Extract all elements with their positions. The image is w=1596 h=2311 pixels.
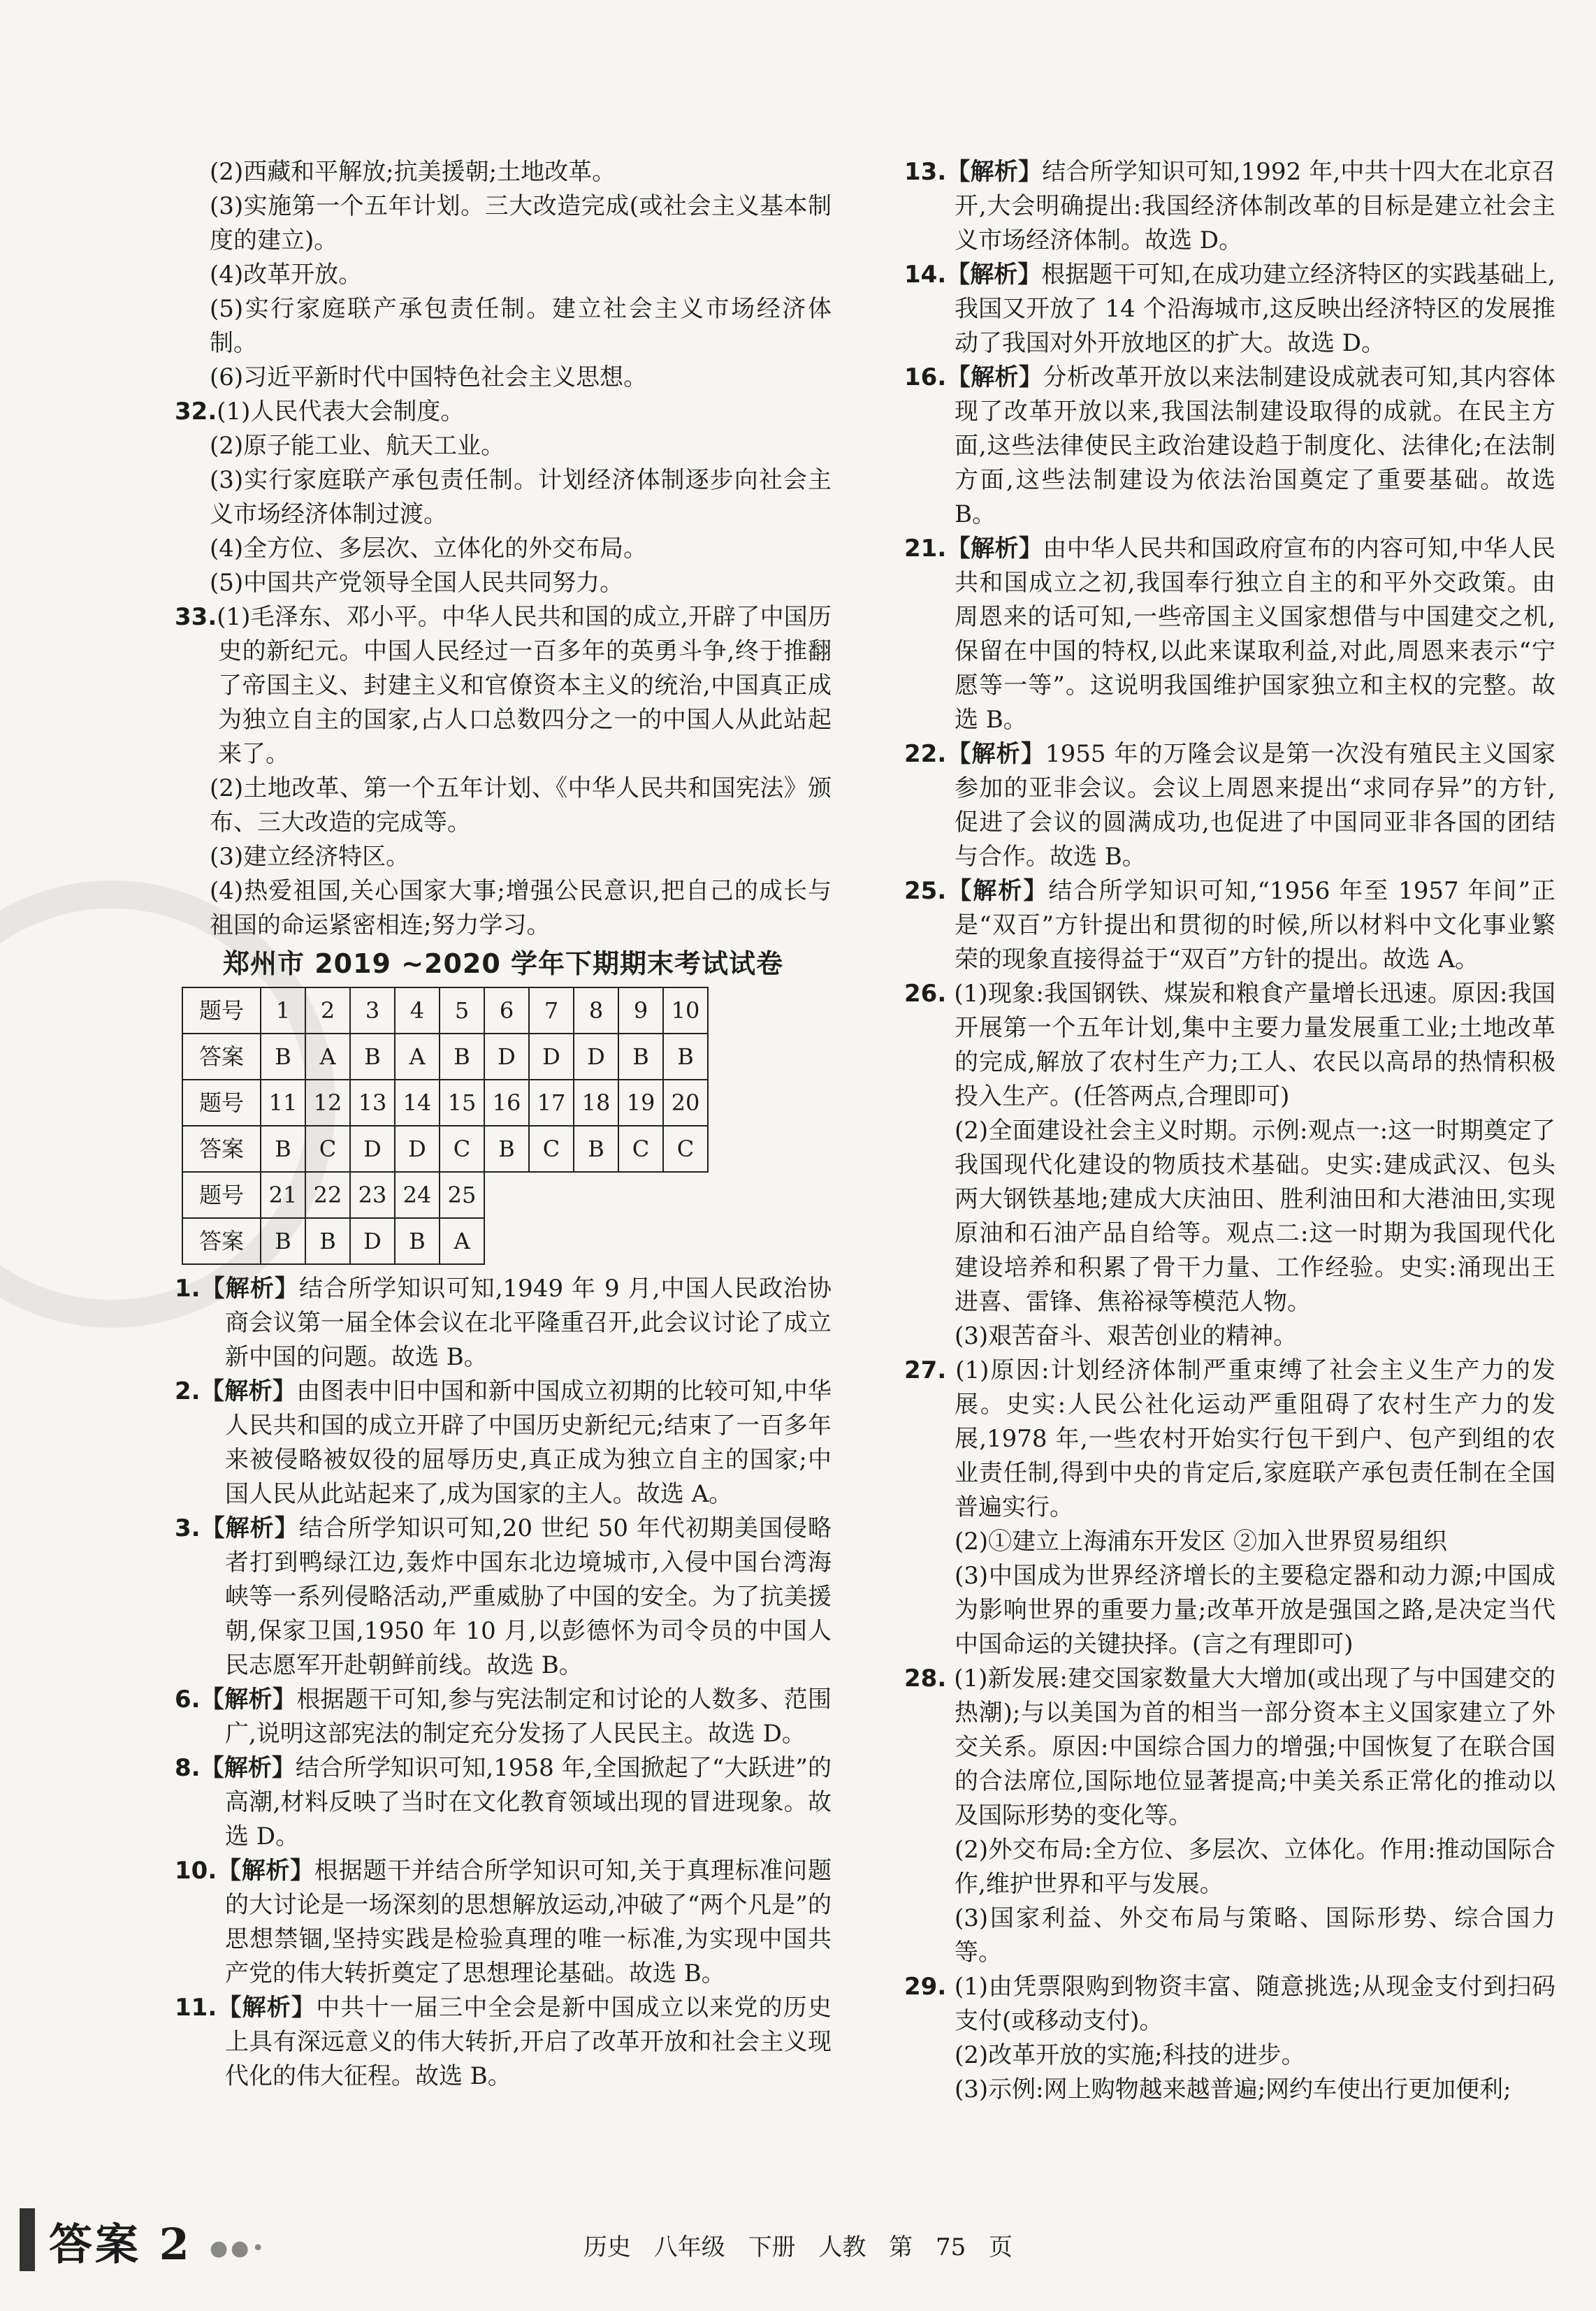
explanation-text: 结合所学知识可知,1958 年,全国掀起了“大跃进”的高潮,材料反映了当时在文化教育领域出现的冒进现象。故选 D。	[225, 1754, 832, 1850]
question-number: 26.	[904, 980, 947, 1008]
explanation-text: 结合所学知识可知,1992 年,中共十四大在北京召开,大会明确提出:我国经济体制改革的目标是建立社会主义市场经济体制。故选 D。	[955, 158, 1556, 254]
question-number: 32.	[175, 398, 217, 426]
table-cell: B	[663, 1034, 708, 1080]
table-cell: 17	[529, 1080, 574, 1126]
answer-line: (2)外交布局:全方位、多层次、立体化。作用:推动国际合作,维护世界和平与发展。	[955, 1836, 1555, 1898]
analysis-tag: 【解析】	[200, 1686, 297, 1714]
table-cell: 5	[440, 987, 484, 1034]
answer-text: (1)由凭票限购到物资丰富、随意挑选;从现金支付到扫码支付(或移动支付)。	[954, 1973, 1555, 2035]
answer-table	[182, 987, 709, 1265]
analysis-tag: 【解析】	[200, 1377, 297, 1405]
table-cell: 22	[305, 1172, 350, 1218]
answer-line: (2)原子能工业、航天工业。	[210, 432, 505, 460]
explanation-item	[175, 1751, 832, 1854]
question-number: 28.	[904, 1665, 947, 1693]
analysis-tag: 【解析】	[217, 1857, 314, 1885]
answer-line: (6)习近平新时代中国特色社会主义思想。	[210, 363, 648, 391]
table-cell: 9	[618, 987, 663, 1034]
explanation-item	[904, 258, 1555, 361]
explanation-item	[175, 1512, 832, 1683]
explanation-item	[175, 1991, 832, 2094]
table-cell: 19	[618, 1080, 663, 1126]
answer-line: (3)实行家庭联产承包责任制。计划经济体制逐步向社会主义市场经济体制过渡。	[210, 466, 832, 528]
table-cell: 23	[350, 1172, 395, 1218]
answer-first-line	[175, 600, 832, 771]
answer-line: (3)中国成为世界经济增长的主要稳定器和动力源;中国成为影响世界的重要力量;改革开放是强国之路,是决定当代中国命运的关键抉择。(言之有理即可)	[955, 1562, 1555, 1658]
table-cell: 8	[574, 987, 618, 1034]
table-cell: C	[529, 1126, 574, 1172]
explanation-text: 结合所学知识可知,20 世纪 50 年代初期美国侵略者打到鸭绿江边,轰炸中国东北边境城市,入侵中国台湾海峡等一系列侵略活动,严重威胁了中国的安全。为了抗美援朝,保家卫国,1950 年 10 月,以彭德怀为司令员的中国人民志愿军开赴朝鲜前线。故选 B。	[225, 1514, 832, 1679]
answer-line: (3)建立经济特区。	[210, 843, 410, 871]
analysis-tag: 【解析】	[946, 363, 1043, 391]
answer-first-line	[904, 1970, 1555, 2038]
exam-title: 郑州市 2019 ~2020 学年下期期末考试试卷	[222, 948, 784, 979]
explanation-text: 根据题干可知,在成功建立经济特区的实践基础上,我国又开放了 14 个沿海城市,这反映出经济特区的发展推动了我国对外开放地区的扩大。故选 D。	[955, 261, 1555, 357]
answer-block-26	[904, 977, 1555, 1354]
explanation-item	[904, 532, 1555, 737]
table-cell: C	[440, 1126, 484, 1172]
answer-block-28	[904, 1662, 1555, 1970]
question-number: 21.	[904, 535, 947, 563]
dots-decoration-icon: ●●•	[210, 2236, 268, 2261]
table-cell: 6	[484, 987, 529, 1034]
question-number: 33.	[175, 603, 217, 631]
table-cell: 7	[529, 987, 574, 1034]
answer-line: (5)中国共产党领导全国人民共同努力。	[210, 569, 624, 597]
answer-line: (4)热爱祖国,关心国家大事;增强公民意识,把自己的成长与祖国的命运紧密相连;努力学习。	[210, 877, 832, 939]
answer-line: (3)艰苦奋斗、艰苦创业的精神。	[955, 1322, 1298, 1350]
explanation-item	[904, 874, 1555, 977]
analysis-tag: 【解析】	[946, 158, 1043, 186]
table-cell: 10	[663, 987, 708, 1034]
answer-block-27	[904, 1354, 1555, 1662]
table-header-cell: 答案	[182, 1218, 261, 1264]
explanation-text: 分析改革开放以来法制建设成就表可知,其内容体现了改革开放以来,我国法制建设取得的成就。在民主方面,这些法律使民主政治建设趋于制度化、法律化;在法制方面,这些法制建设为依法治国奠定了重要基础。故选 B。	[955, 363, 1555, 528]
answer-first-line	[175, 395, 832, 429]
question-number: 29.	[904, 1973, 947, 2001]
answer-line: (2)土地改革、第一个五年计划、《中华人民共和国宪法》颁布、三大改造的完成等。	[210, 774, 832, 836]
table-cell: D	[574, 1034, 618, 1080]
analysis-tag: 【解析】	[217, 1994, 317, 2022]
table-cell: 21	[261, 1172, 305, 1218]
table-cell: C	[305, 1126, 350, 1172]
answer-first-line	[904, 1662, 1555, 1833]
answer-line: (2)西藏和平解放;抗美援朝;土地改革。	[210, 158, 616, 186]
explanation-item	[904, 737, 1555, 874]
answer-line: (2)①建立上海浦东开发区 ②加入世界贸易组织	[955, 1528, 1447, 1556]
table-cell: 16	[484, 1080, 529, 1126]
table-cell: B	[261, 1218, 305, 1264]
table-cell: B	[618, 1034, 663, 1080]
table-header-cell: 题号	[182, 1172, 261, 1218]
table-cell: 4	[395, 987, 440, 1034]
table-cell: B	[261, 1126, 305, 1172]
table-row-answers	[182, 1126, 708, 1172]
analysis-tag: 【解析】	[946, 535, 1043, 563]
answer-line: (4)全方位、多层次、立体化的外交布局。	[210, 535, 648, 563]
question-number: 1.	[175, 1275, 201, 1303]
explanation-item	[175, 1854, 832, 1991]
answer-text: (1)毛泽东、邓小平。中华人民共和国的成立,开辟了中国历史的新纪元。中国人民经过一百多年的英勇斗争,终于推翻了帝国主义、封建主义和官僚资本主义的统治,中国真正成为独立自主的国家,占人口总数四分之一的中国人从此站起来了。	[217, 603, 832, 768]
answer-text: (1)人民代表大会制度。	[217, 398, 465, 426]
table-cell: 24	[395, 1172, 440, 1218]
explanation-text: 1955 年的万隆会议是第一次没有殖民主义国家参加的亚非会议。会议上周恩来提出“求同存异”的方针,促进了会议的圆满成功,也促进了中国同亚非各国的团结与合作。故选 B。	[955, 740, 1555, 871]
explanation-text: 结合所学知识可知,1949 年 9 月,中国人民政治协商会议第一届全体会议在北平隆重召开,此会议讨论了成立新中国的问题。故选 B。	[225, 1275, 832, 1371]
table-row-question-numbers	[182, 1080, 708, 1126]
explanation-text: 由图表中旧中国和新中国成立初期的比较可知,中华人民共和国的成立开辟了中国历史新纪元;结束了一百多年来被侵略被奴役的屈辱历史,真正成为独立自主的国家;中国人民从此站起来了,成为国家的主人。故选 A。	[225, 1377, 832, 1508]
answer-block-32	[175, 395, 832, 600]
question-number: 6.	[175, 1686, 201, 1714]
analysis-tag: 【解析】	[946, 261, 1042, 289]
answer-text: (1)原因:计划经济体制严重束缚了社会主义生产力的发展。史实:人民公社化运动严重阻碍了农村生产力的发展,1978 年,一些农村开始实行包干到户、包产到组的农业责任制,得到中央的肯定后,家庭联产承包责任制在全国普遍实行。	[955, 1356, 1555, 1521]
table-cell: D	[395, 1126, 440, 1172]
answer-block-31	[175, 155, 832, 395]
table-cell: A	[395, 1034, 440, 1080]
answer-section-label: 答案 2	[49, 2219, 192, 2270]
table-cell: C	[663, 1126, 708, 1172]
page-info: 历史 八年级 下册 人教 第 75 页	[583, 2233, 1013, 2261]
answer-block-33	[175, 600, 832, 943]
question-number: 14.	[904, 261, 947, 289]
table-header-cell: 答案	[182, 1034, 261, 1080]
explanation-list	[904, 155, 1555, 977]
table-cell: 14	[395, 1080, 440, 1126]
explanation-text: 中共十一届三中全会是新中国成立以来党的历史上具有深远意义的伟大转折,开启了改革开放和社会主义现代化的伟大征程。故选 B。	[225, 1994, 832, 2090]
answer-first-line	[904, 1354, 1555, 1525]
table-empty-cell	[484, 1172, 529, 1218]
table-cell: 13	[350, 1080, 395, 1126]
table-row-answers	[182, 1218, 708, 1264]
analysis-tag: 【解析】	[946, 877, 1049, 905]
table-row-question-numbers	[182, 1172, 708, 1218]
question-number: 16.	[904, 363, 947, 391]
table-empty-cell	[529, 1172, 574, 1218]
table-empty-cell	[484, 1218, 529, 1264]
table-empty-cell	[663, 1172, 708, 1218]
table-cell: B	[350, 1034, 395, 1080]
table-cell: 20	[663, 1080, 708, 1126]
table-empty-cell	[529, 1218, 574, 1264]
table-cell: B	[574, 1126, 618, 1172]
table-cell: D	[350, 1218, 395, 1264]
table-cell: 1	[261, 987, 305, 1034]
answer-line: (4)改革开放。	[210, 261, 363, 289]
question-number: 25.	[904, 877, 947, 905]
table-cell: D	[529, 1034, 574, 1080]
question-number: 22.	[904, 740, 947, 768]
table-header-cell: 题号	[182, 1080, 261, 1126]
answer-line: (5)实行家庭联产承包责任制。建立社会主义市场经济体制。	[210, 295, 832, 357]
explanation-item	[904, 155, 1555, 258]
explanation-item	[175, 1272, 832, 1375]
explanation-item	[175, 1375, 832, 1512]
table-cell: 18	[574, 1080, 618, 1126]
table-header-cell: 答案	[182, 1126, 261, 1172]
answer-line: (3)实施第一个五年计划。三大改造完成(或社会主义基本制度的建立)。	[210, 192, 832, 254]
table-cell: B	[305, 1218, 350, 1264]
analysis-tag: 【解析】	[946, 740, 1045, 768]
answer-text: (1)新发展:建交国家数量大大增加(或出现了与中国建交的热潮);与以美国为首的相当一部分资本主义国家建立了外交关系。原因:中国综合国力的增强;中国恢复了在联合国的合法席位,国际地位显著提高;中美关系正常化的推动以及国际形势的变化等。	[954, 1665, 1555, 1830]
answer-text: (1)现象:我国钢铁、煤炭和粮食产量增长迅速。原因:我国开展第一个五年计划,集中主要力量发展重工业;土地改革的完成,解放了农村生产力;工人、农民以高昂的热情积极投入生产。(任答两点,合理即可)	[954, 980, 1556, 1110]
table-cell: B	[484, 1126, 529, 1172]
explanation-list	[175, 1272, 832, 2094]
explanation-text: 根据题干可知,参与宪法制定和讨论的人数多、范围广,说明这部宪法的制定充分发扬了人民民主。故选 D。	[225, 1686, 832, 1748]
table-empty-cell	[663, 1218, 708, 1264]
question-number: 2.	[175, 1377, 201, 1405]
question-number: 8.	[175, 1754, 201, 1782]
table-row-answers	[182, 1034, 708, 1080]
explanation-text: 根据题干并结合所学知识可知,关于真理标准问题的大讨论是一场深刻的思想解放运动,冲破了“两个凡是”的思想禁锢,坚持实践是检验真理的唯一标准,为实现中国共产党的伟大转折奠定了思想理论基础。故选 B。	[225, 1857, 832, 1987]
question-number: 13.	[904, 158, 947, 186]
table-empty-cell	[574, 1172, 618, 1218]
table-cell: C	[618, 1126, 663, 1172]
table-cell: D	[350, 1126, 395, 1172]
table-empty-cell	[618, 1218, 663, 1264]
answer-line: (3)国家利益、外交布局与策略、国际形势、综合国力等。	[955, 1904, 1555, 1966]
table-header-cell: 题号	[182, 987, 261, 1034]
table-cell: D	[484, 1034, 529, 1080]
question-number: 11.	[175, 1994, 217, 2022]
question-number: 3.	[175, 1514, 201, 1542]
table-cell: 25	[440, 1172, 484, 1218]
question-number: 27.	[904, 1356, 947, 1384]
table-cell: 3	[350, 987, 395, 1034]
answer-line: (2)全面建设社会主义时期。示例:观点一:这一时期奠定了我国现代化建设的物质技术基础。史实:建成武汉、包头两大钢铁基地;建成大庆油田、胜利油田和大港油田,实现原油和石油产品自给等。观点二:这一时期为我国现代化建设培养和积累了骨干力量、工作经验。史实:涌现出王进喜、雷锋、焦裕禄等模范人物。	[955, 1117, 1555, 1316]
table-cell: B	[395, 1218, 440, 1264]
explanation-item	[904, 361, 1555, 532]
analysis-tag: 【解析】	[200, 1275, 300, 1303]
answer-line: (2)改革开放的实施;科技的进步。	[955, 2041, 1305, 2069]
right-column	[904, 155, 1555, 2107]
page-footer	[0, 2194, 1596, 2278]
analysis-tag: 【解析】	[200, 1754, 296, 1782]
table-cell: 12	[305, 1080, 350, 1126]
answer-first-line	[904, 977, 1555, 1114]
explanation-item	[175, 1683, 832, 1751]
left-column	[175, 155, 832, 2094]
question-number: 10.	[175, 1857, 217, 1885]
explanation-text: 由中华人民共和国政府宣布的内容可知,中华人民共和国成立之初,我国奉行独立自主的和平外交政策。由周恩来的话可知,一些帝国主义国家想借与中国建交之机,保留在中国的特权,以此来谋取利益,对此,周恩来表示“宁愿等一等”。这说明我国维护国家独立和主权的完整。故选 B。	[955, 535, 1555, 734]
table-empty-cell	[574, 1218, 618, 1264]
table-cell: A	[440, 1218, 484, 1264]
table-row-question-numbers	[182, 987, 708, 1034]
answer-line: (3)示例:网上购物越来越普遍;网约车使出行更加便利;	[955, 2075, 1511, 2103]
analysis-tag: 【解析】	[200, 1514, 299, 1542]
table-cell: 11	[261, 1080, 305, 1126]
table-empty-cell	[618, 1172, 663, 1218]
table-cell: B	[440, 1034, 484, 1080]
table-cell: B	[261, 1034, 305, 1080]
answer-block-29	[904, 1970, 1555, 2107]
table-cell: 2	[305, 987, 350, 1034]
explanation-text: 结合所学知识可知,“1956 年至 1957 年间”正是“双百”方针提出和贯彻的时候,所以材料中文化事业繁荣的现象直接得益于“双百”方针的提出。故选 A。	[955, 877, 1555, 973]
table-cell: A	[305, 1034, 350, 1080]
table-cell: 15	[440, 1080, 484, 1126]
